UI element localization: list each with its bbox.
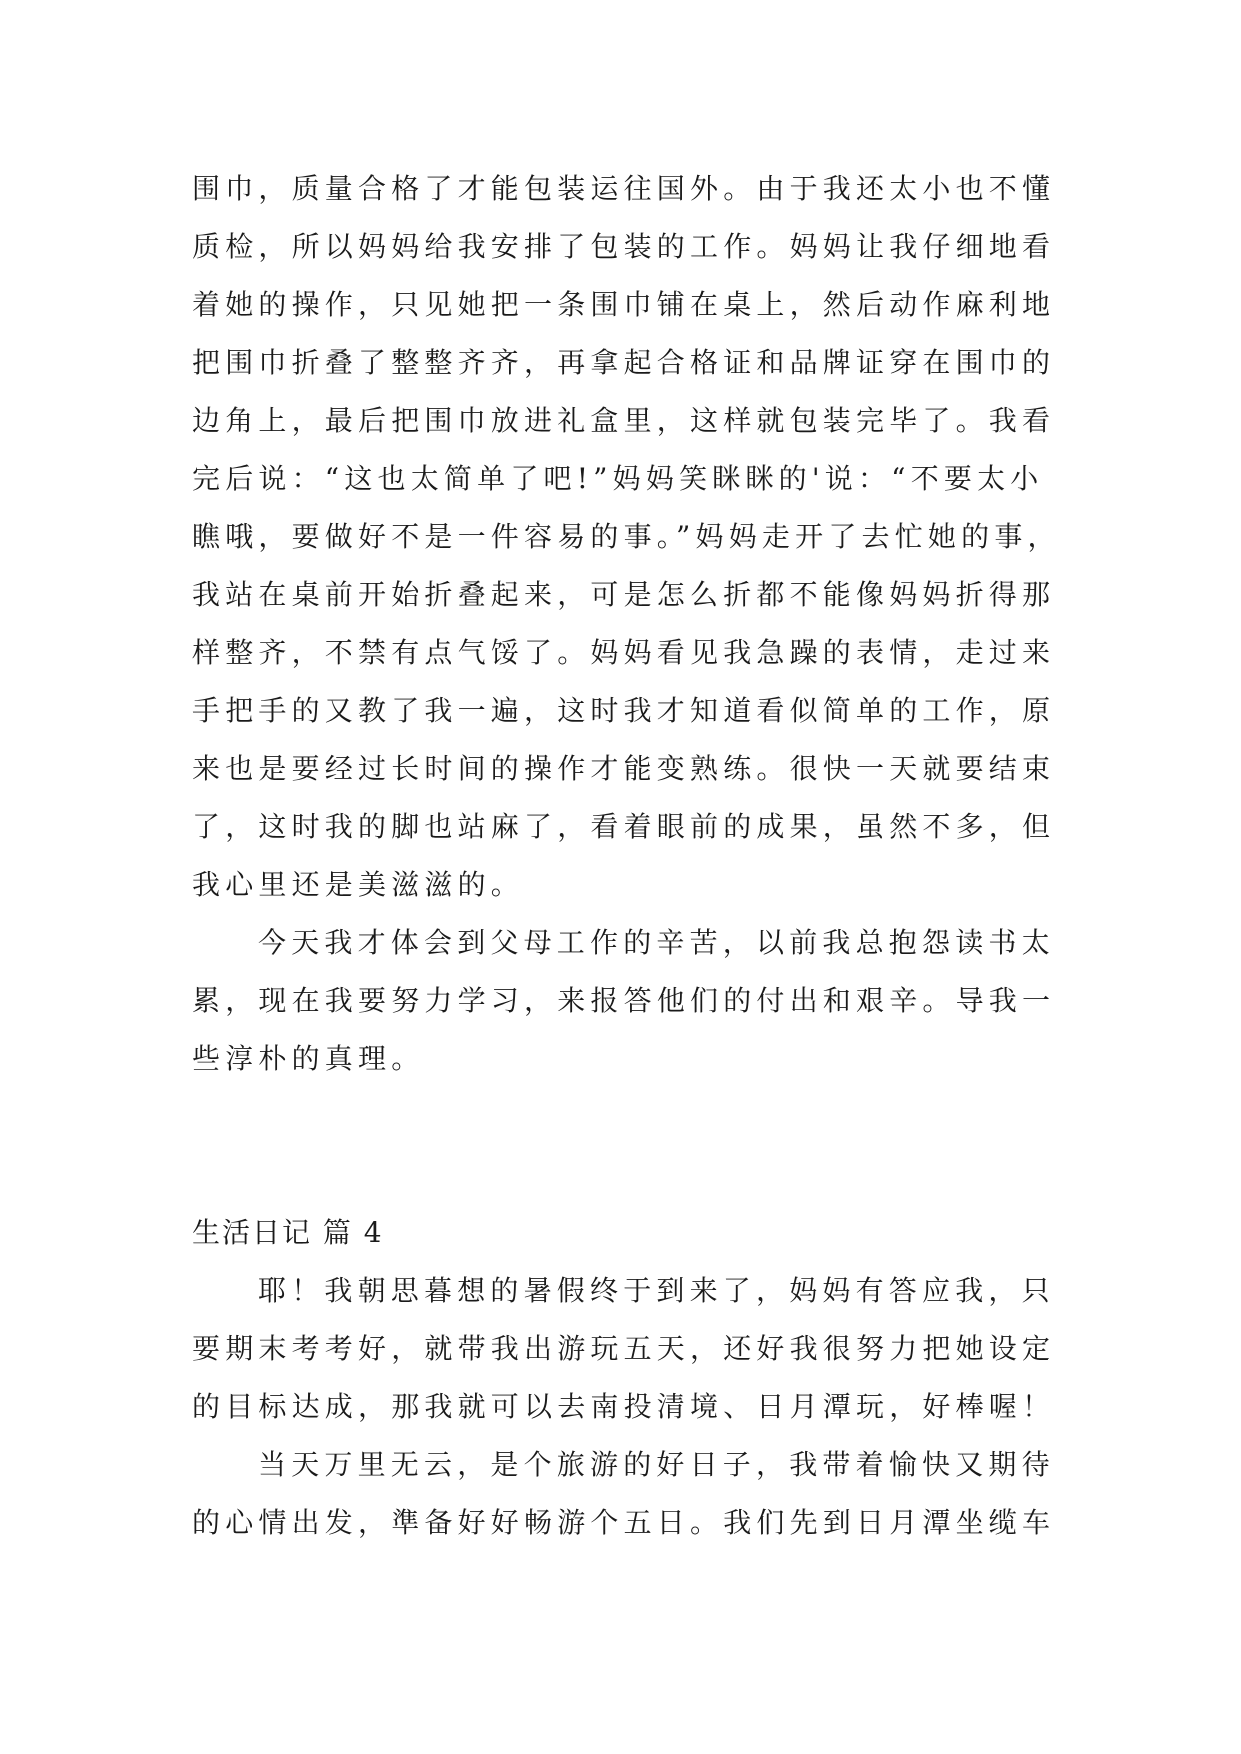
- text-line: 边角上，最后把围巾放进礼盒里，这样就包装完毕了。我看: [192, 404, 1056, 437]
- text-line: 完后说：“这也太简单了吧!”妈妈笑眯眯的'说：“不要太小: [192, 462, 1044, 495]
- text-line: 的心情出发，準备好好畅游个五日。我们先到日月潭坐缆车: [192, 1506, 1056, 1539]
- text-line: 样整齐，不禁有点气馁了。妈妈看见我急躁的表情，走过来: [192, 636, 1056, 669]
- document-body: [192, 160, 1061, 1088]
- text-line: 的目标达成，那我就可以去南投清境、日月潭玩，好棒喔！: [192, 1390, 1056, 1423]
- section-title: 生活日记 篇 4: [192, 1216, 384, 1249]
- text-line: 手把手的又教了我一遍，这时我才知道看似简单的工作，原: [192, 694, 1056, 727]
- text-line: 来也是要经过长时间的操作才能变熟练。很快一天就要结束: [192, 752, 1056, 785]
- text-line: 些淳朴的真理。: [192, 1042, 425, 1075]
- text-line: 了，这时我的脚也站麻了，看着眼前的成果，虽然不多，但: [192, 810, 1056, 843]
- text-line: 我心里还是美滋滋的。: [192, 868, 525, 901]
- text-line: 瞧哦，要做好不是一件容易的事。”妈妈走开了去忙她的事，: [192, 520, 1061, 553]
- text-line: 围巾，质量合格了才能包装运往国外。由于我还太小也不懂: [192, 172, 1056, 205]
- text-line: 累，现在我要努力学习，来报答他们的付出和艰辛。导我一: [192, 984, 1056, 1017]
- text-line: 今天我才体会到父母工作的辛苦，以前我总抱怨读书太: [258, 926, 1055, 959]
- text-line: 质检，所以妈妈给我安排了包装的工作。妈妈让我仔细地看: [192, 230, 1056, 263]
- diary-section-4: [192, 1204, 1056, 1552]
- text-line: 耶！我朝思暮想的暑假终于到来了，妈妈有答应我，只: [258, 1274, 1055, 1307]
- text-line: 着她的操作，只见她把一条围巾铺在桌上，然后动作麻利地: [192, 288, 1056, 321]
- text-line: 把围巾折叠了整整齐齐，再拿起合格证和品牌证穿在围巾的: [192, 346, 1056, 379]
- text-line: 我站在桌前开始折叠起来，可是怎么折都不能像妈妈折得那: [192, 578, 1056, 611]
- text-line: 当天万里无云，是个旅游的好日子，我带着愉快又期待: [258, 1448, 1055, 1481]
- text-line: 要期末考考好，就带我出游玩五天，还好我很努力把她设定: [192, 1332, 1056, 1365]
